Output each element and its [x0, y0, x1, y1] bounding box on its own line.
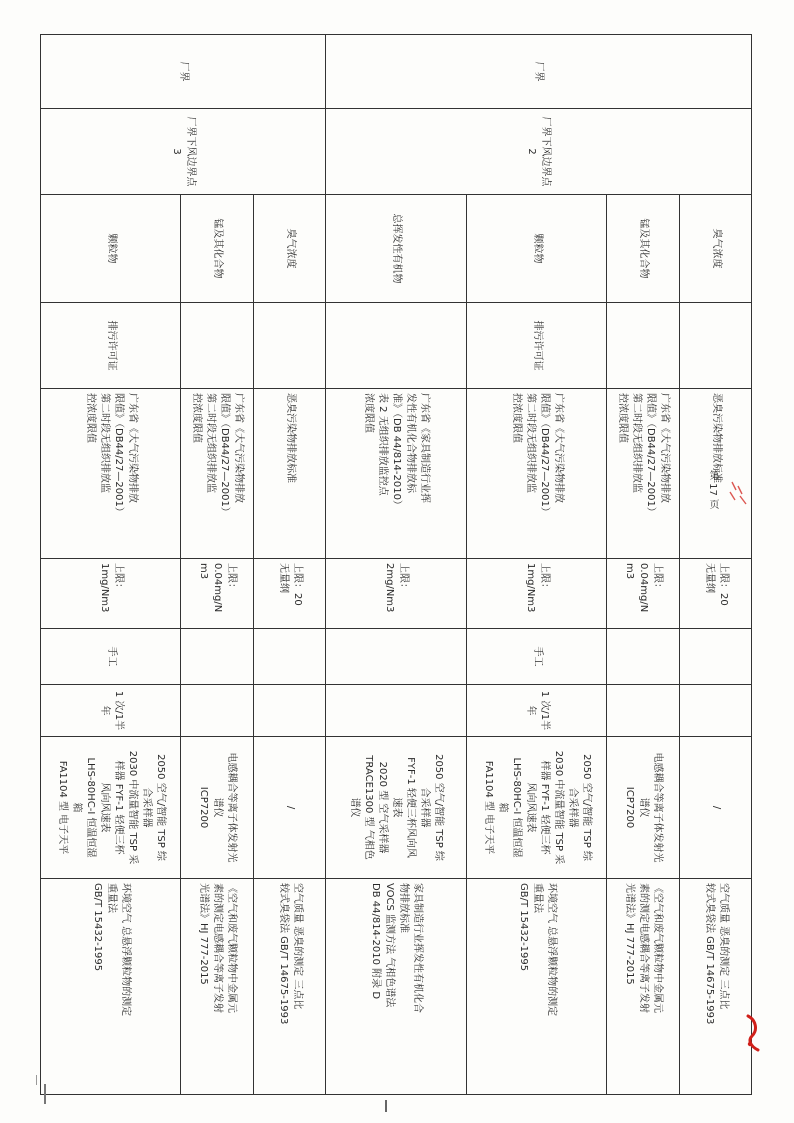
analysis-line: 较式臭袋法 GB/T 14675-1993 [277, 883, 289, 1025]
analysis-line: GB/T 15432-1995 [517, 883, 529, 972]
instrument-line: / [284, 805, 296, 810]
analysis-line: 重量法 [531, 883, 543, 913]
instrument-line: 谱仪 [349, 797, 361, 818]
page-number-text: 第 17 页 [707, 470, 718, 510]
instrument-line: ICP7200 [624, 786, 636, 829]
instrument-line: / [710, 805, 722, 810]
method-cell [254, 629, 326, 685]
limit-line: 2mg/Nm3 [384, 563, 396, 613]
instrument-cell [254, 737, 326, 879]
standard-line: 广东省《大气污染物排放 [659, 393, 671, 503]
permit-cell [254, 303, 326, 389]
standard-line: 第二时段无组织排放监 [524, 393, 536, 493]
limit-line: 无量纲 [703, 563, 715, 593]
standard-cell [254, 389, 326, 559]
analysis-line: GB/T 15432-1995 [91, 883, 103, 972]
instrument-line: 2050 空气/智能 TSP 综 [433, 754, 445, 861]
monitoring-point-cell: 厂界下风边界点 3 [41, 109, 326, 195]
analysis-method-cell [41, 879, 181, 1095]
limit-cell [254, 559, 326, 629]
analysis-method-cell [325, 879, 466, 1095]
rotated-table-wrapper [40, 34, 752, 1094]
item-cell: 臭气浓度 [254, 195, 326, 303]
item-cell: 臭气浓度 [680, 195, 752, 303]
limit-line: m3 [624, 563, 636, 580]
red-stain-mark [726, 478, 752, 508]
standard-line: 发性有机化合物排放标 [405, 393, 417, 493]
standard-line: 表 2 无组织排放监控点 [377, 393, 389, 496]
standard-cell [607, 389, 680, 559]
instrument-cell [467, 737, 607, 879]
standard-line: 控浓度限值 [84, 393, 96, 443]
instrument-line: FA1104 型 电子天平 [56, 760, 68, 855]
standard-line: 恶臭污染物排放标准 [710, 393, 722, 483]
limit-line: 上限： [112, 563, 124, 593]
instrument-line: 电感耦合等离子体发射光 [226, 752, 238, 863]
instrument-line: 合采样器 [140, 787, 152, 828]
page-number [700, 470, 720, 509]
analysis-line: 家具制造行业挥发性有机化合 [412, 883, 424, 1013]
area-cell: 厂界 [325, 35, 751, 109]
instrument-line: 谱仪 [212, 797, 224, 818]
method-cell: 手工 [41, 629, 181, 685]
analysis-line: 较式臭袋法 GB/T 14675-1993 [703, 883, 715, 1025]
standard-cell [181, 389, 254, 559]
analysis-line: 素的测定电感耦合等离子发射 [638, 883, 650, 1013]
table-body [41, 35, 752, 1095]
analysis-method-cell [680, 879, 752, 1095]
instrument-cell [680, 737, 752, 879]
frequency-cell [680, 685, 752, 737]
standard-line: 浓度限值 [363, 393, 375, 433]
limit-line: 上限： [538, 563, 550, 593]
frequency-cell [181, 685, 254, 737]
permit-cell [680, 303, 752, 389]
analysis-method-cell [467, 879, 607, 1095]
instrument-line: 风向风速表 [98, 782, 110, 833]
monitoring-point-cell: 厂界下风边界点 2 [325, 109, 751, 195]
standard-line: 限值》（DB44/27—2001） [219, 393, 231, 517]
limit-cell [607, 559, 680, 629]
monitoring-table [40, 34, 752, 1095]
analysis-method-cell [254, 879, 326, 1095]
permit-cell: 排污许可证 [41, 303, 181, 389]
analysis-line: 《空气和废气颗粒物中金属元 [226, 883, 238, 1013]
permit-cell [181, 303, 254, 389]
method-cell [181, 629, 254, 685]
table-row [680, 35, 752, 1095]
limit-line: 上限： [226, 563, 238, 593]
instrument-line: 2050 空气/智能 TSP 综 [154, 754, 166, 861]
standard-cell [467, 389, 607, 559]
limit-cell [680, 559, 752, 629]
analysis-line: 环境空气 总悬浮颗粒物的测定 [545, 883, 557, 1017]
instrument-line: FYF-1 轻便三杯风向风 [405, 757, 417, 858]
limit-line: 0.04mg/N [212, 563, 224, 613]
analysis-line: 空气质量 恶臭的测定 三点比 [291, 883, 303, 1010]
analysis-line: 《空气和废气颗粒物中金属元 [652, 883, 664, 1013]
limit-line: 上限：20 [717, 563, 729, 606]
permit-cell [607, 303, 680, 389]
instrument-line: 合采样器 [419, 787, 431, 828]
instrument-line: 样器 FYF-1 轻便三杯 [538, 760, 550, 855]
instrument-cell [181, 737, 254, 879]
method-cell [607, 629, 680, 685]
scan-edge-mark [44, 1084, 46, 1104]
frequency-cell [254, 685, 326, 737]
instrument-line: 样器 FYF-1 轻便三杯 [112, 760, 124, 855]
analysis-line: 空气质量 恶臭的测定 三点比 [717, 883, 729, 1010]
analysis-line: 光谱法》HJ 777-2015 [198, 883, 210, 985]
instrument-line: 谱仪 [638, 797, 650, 818]
item-cell: 颗粒物 [41, 195, 181, 303]
limit-line: m3 [198, 563, 210, 580]
item-cell: 颗粒物 [467, 195, 607, 303]
instrument-line: 箱 [496, 802, 508, 813]
frequency-cell [325, 685, 466, 737]
instrument-cell [607, 737, 680, 879]
standard-line: 控浓度限值 [617, 393, 629, 443]
limit-line: 无量纲 [277, 563, 289, 593]
analysis-line: VOCS 监测方法 气相色谱法 [384, 883, 396, 1008]
method-cell [325, 629, 466, 685]
instrument-line: LHS-80HC-I 恒温恒湿 [510, 757, 522, 858]
standard-line: 限值》（DB44/27—2001） [645, 393, 657, 517]
limit-line: 1mg/Nm3 [524, 563, 536, 613]
standard-line: 广东省《大气污染物排放 [552, 393, 564, 503]
standard-line: 控浓度限值 [191, 393, 203, 443]
instrument-cell [325, 737, 466, 879]
analysis-method-cell [181, 879, 254, 1095]
standard-line: 限值》（DB44/27—2001） [112, 393, 124, 517]
instrument-line: LHS-80HC-I 恒温恒湿 [84, 757, 96, 858]
scan-edge-mark-small [36, 1075, 37, 1085]
frequency-cell [607, 685, 680, 737]
standard-line: 广东省《大气污染物排放 [126, 393, 138, 503]
frequency-cell: 1 次/1半年 [41, 685, 181, 737]
standard-line: 第二时段无组织排放监 [205, 393, 217, 493]
limit-cell [41, 559, 181, 629]
item-cell: 锰及其化合物 [181, 195, 254, 303]
instrument-line: 电感耦合等离子体发射光 [652, 752, 664, 863]
instrument-line: 风向风速表 [524, 782, 536, 833]
standard-line: 恶臭污染物排放标准 [284, 393, 296, 483]
standard-line: 广东省《大气污染物排放 [233, 393, 245, 503]
item-cell: 锰及其化合物 [607, 195, 680, 303]
limit-cell [467, 559, 607, 629]
instrument-line: 箱 [70, 802, 82, 813]
analysis-line: 素的测定电感耦合等离子发射 [212, 883, 224, 1013]
analysis-line: 光谱法》HJ 777-2015 [624, 883, 636, 985]
area-cell: 厂界 [41, 35, 326, 109]
analysis-line: 环境空气 总悬浮颗粒物的测定 [119, 883, 131, 1017]
method-cell: 手工 [467, 629, 607, 685]
permit-cell [325, 303, 466, 389]
instrument-line: 合采样器 [566, 787, 578, 828]
frequency-cell: 1 次/1半年 [467, 685, 607, 737]
standard-cell [325, 389, 466, 559]
analysis-line: DB 44/814-2010 附录 D [370, 883, 382, 1000]
instrument-line: ICP7200 [198, 786, 210, 829]
standard-line: 控浓度限值 [510, 393, 522, 443]
standard-line: 第二时段无组织排放监 [98, 393, 110, 493]
instrument-line: 2050 空气/智能 TSP 综 [580, 754, 592, 861]
limit-cell [325, 559, 466, 629]
instrument-line: FA1104 型 电子天平 [482, 760, 494, 855]
method-cell [680, 629, 752, 685]
standard-line: 限值》（DB44/27—2001） [538, 393, 550, 517]
standard-line: 第二时段无组织排放监 [631, 393, 643, 493]
limit-cell [181, 559, 254, 629]
analysis-line: 物排放标准 [398, 883, 410, 933]
limit-line: 1mg/Nm3 [98, 563, 110, 613]
limit-line: 0.04mg/N [638, 563, 650, 613]
scan-bottom-mark [385, 1100, 387, 1112]
standard-cell [41, 389, 181, 559]
instrument-line: 2030 中流量智能 TSP 采 [552, 750, 564, 865]
standard-line: 广东省《家具制造行业挥 [419, 393, 431, 503]
permit-cell: 排污许可证 [467, 303, 607, 389]
instrument-cell [41, 737, 181, 879]
analysis-method-cell [607, 879, 680, 1095]
limit-line: 上限： [652, 563, 664, 593]
instrument-line: TRACE1300 型 气相色 [363, 755, 375, 860]
instrument-line: 2020 型 空气采样器 [377, 761, 389, 854]
standard-line: 准》（DB 44/814-2010） [391, 393, 403, 510]
analysis-line: 重量法 [105, 883, 117, 913]
instrument-line: 速表 [391, 797, 403, 818]
limit-line: 上限：20 [291, 563, 303, 606]
red-signature-mark [742, 1010, 764, 1054]
table-row [254, 35, 326, 1095]
item-cell: 总挥发性有机物 [325, 195, 466, 303]
instrument-line: 2030 中流量智能 TSP 采 [126, 750, 138, 865]
limit-line: 上限： [398, 563, 410, 593]
